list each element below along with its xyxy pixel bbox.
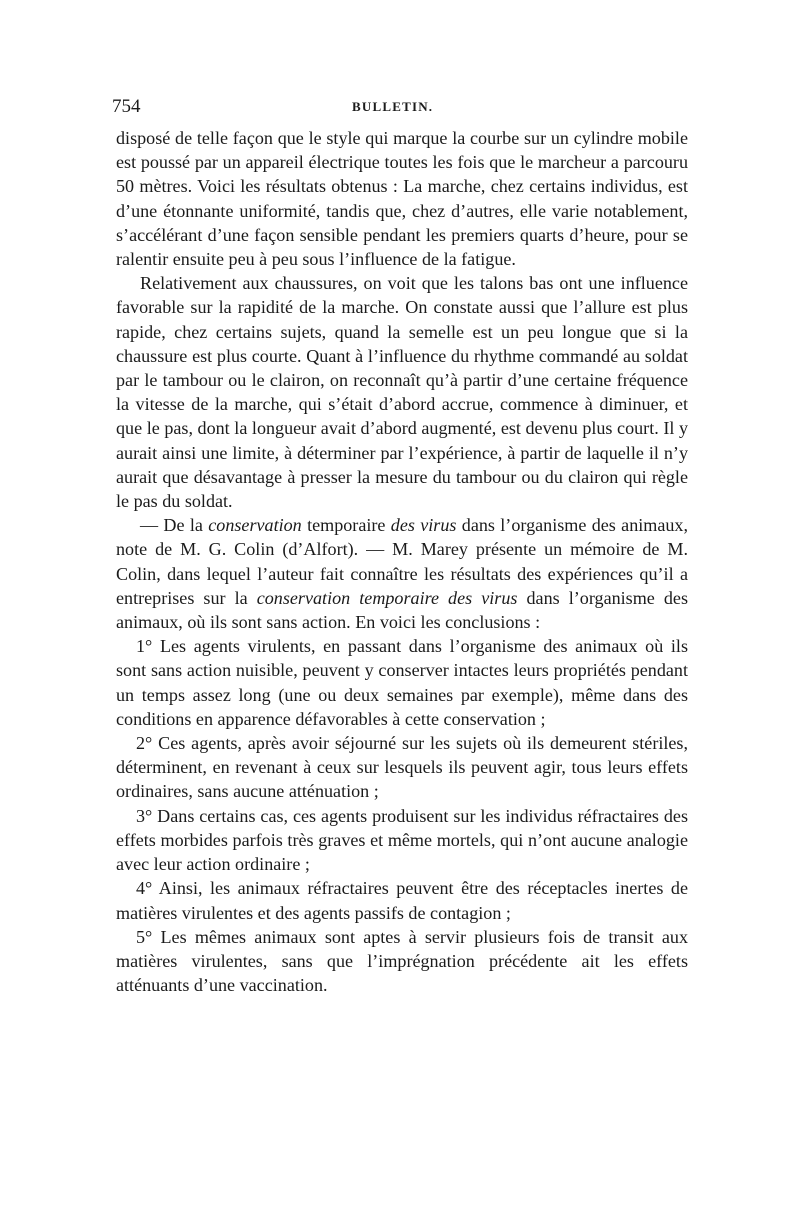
- italic-conservation: conservation: [208, 515, 302, 536]
- conclusion-item-4: 4° Ainsi, les animaux réfractaires peuvent être des réceptacles inertes de matières virulentes et des agents passifs de contagion ;: [116, 878, 688, 923]
- running-title: BULLETIN.: [352, 99, 434, 114]
- note-text-body: dans l’organisme des animaux, note de M. G. Colin (d’Alfort). — M. Marey présente un mémoire de M. Colin, dans lequel l’auteur fait connaître les résultats des expériences qu’il a entreprises sur la: [116, 515, 688, 608]
- page-number: 754: [112, 96, 141, 117]
- conclusion-item-2: 2° Ces agents, après avoir séjourné sur les sujets où ils demeurent stériles, déterminent, en revenant à ceux sur lesquels ils peuvent agir, tous leurs effets ordinaires, sans aucune atténuation ;: [116, 733, 688, 802]
- italic-des-virus: des virus: [390, 515, 457, 536]
- note-dash-text: — De la: [140, 515, 209, 536]
- running-head: [112, 96, 688, 122]
- body-text: [116, 126, 688, 997]
- paragraph-continued: disposé de telle façon que le style qui marque la courbe sur un cylindre mobile est poussé par un appareil électrique toutes les fois que le marcheur a parcouru 50 mètres. Voici les résultats obtenus : La marche, chez certains individus, est d’une étonnante uniformité, tandis que, chez d’autres, elle varie notablement, s’accélérant d’une façon sensible pendant les premiers quarts d’heure, pour se ralentir ensuite peu à peu sous l’influence de la fatigue.: [116, 128, 688, 270]
- page: [112, 96, 689, 997]
- paragraph-virus-note: [116, 513, 688, 634]
- conclusion-item-3: 3° Dans certains cas, ces agents produisent sur les individus réfractaires des effets morbides parfois très graves et même mortels, qui n’ont aucune analogie avec leur action ordinaire ;: [116, 805, 688, 875]
- note-text-end: dans l’organisme des animaux, où ils sont sans action. En voici les conclusions :: [116, 587, 689, 633]
- note-text-temporaire: temporaire: [301, 515, 391, 536]
- italic-conservation-temporaire: conservation temporaire des virus: [256, 587, 518, 608]
- conclusion-item-1: 1° Les agents virulents, en passant dans l’organisme des animaux où ils sont sans action nuisible, peuvent y conserver intactes leurs propriétés pendant un temps assez long (une ou deux semaines par exemple), même dans des conditions en apparence défavorables à cette conservation ;: [116, 636, 688, 729]
- paragraph-footwear: Relativement aux chaussures, on voit que les talons bas ont une influence favorable sur la rapidité de la marche. On constate aussi que l’allure est plus rapide, chez certains sujets, quand la semelle est un peu longue que si la chaussure est plus courte. Quant à l’influence du rhythme commandé au soldat par le tambour ou le clairon, on reconnaît qu’à partir d’une certaine fréquence la vitesse de la marche, qui s’était d’abord accrue, commence à diminuer, et que le pas, dont la longueur avait d’abord augmenté, est devenu plus court. Il y aurait ainsi une limite, à déterminer par l’expérience, à partir de laquelle il n’y aurait que désavantage à presser la mesure du tambour ou du clairon qui règle le pas du soldat.: [116, 273, 688, 512]
- conclusion-item-5: 5° Les mêmes animaux sont aptes à servir plusieurs fois de transit aux matières virulentes, sans que l’imprégnation précédente ait les effets atténuants d’une vaccination.: [116, 926, 688, 996]
